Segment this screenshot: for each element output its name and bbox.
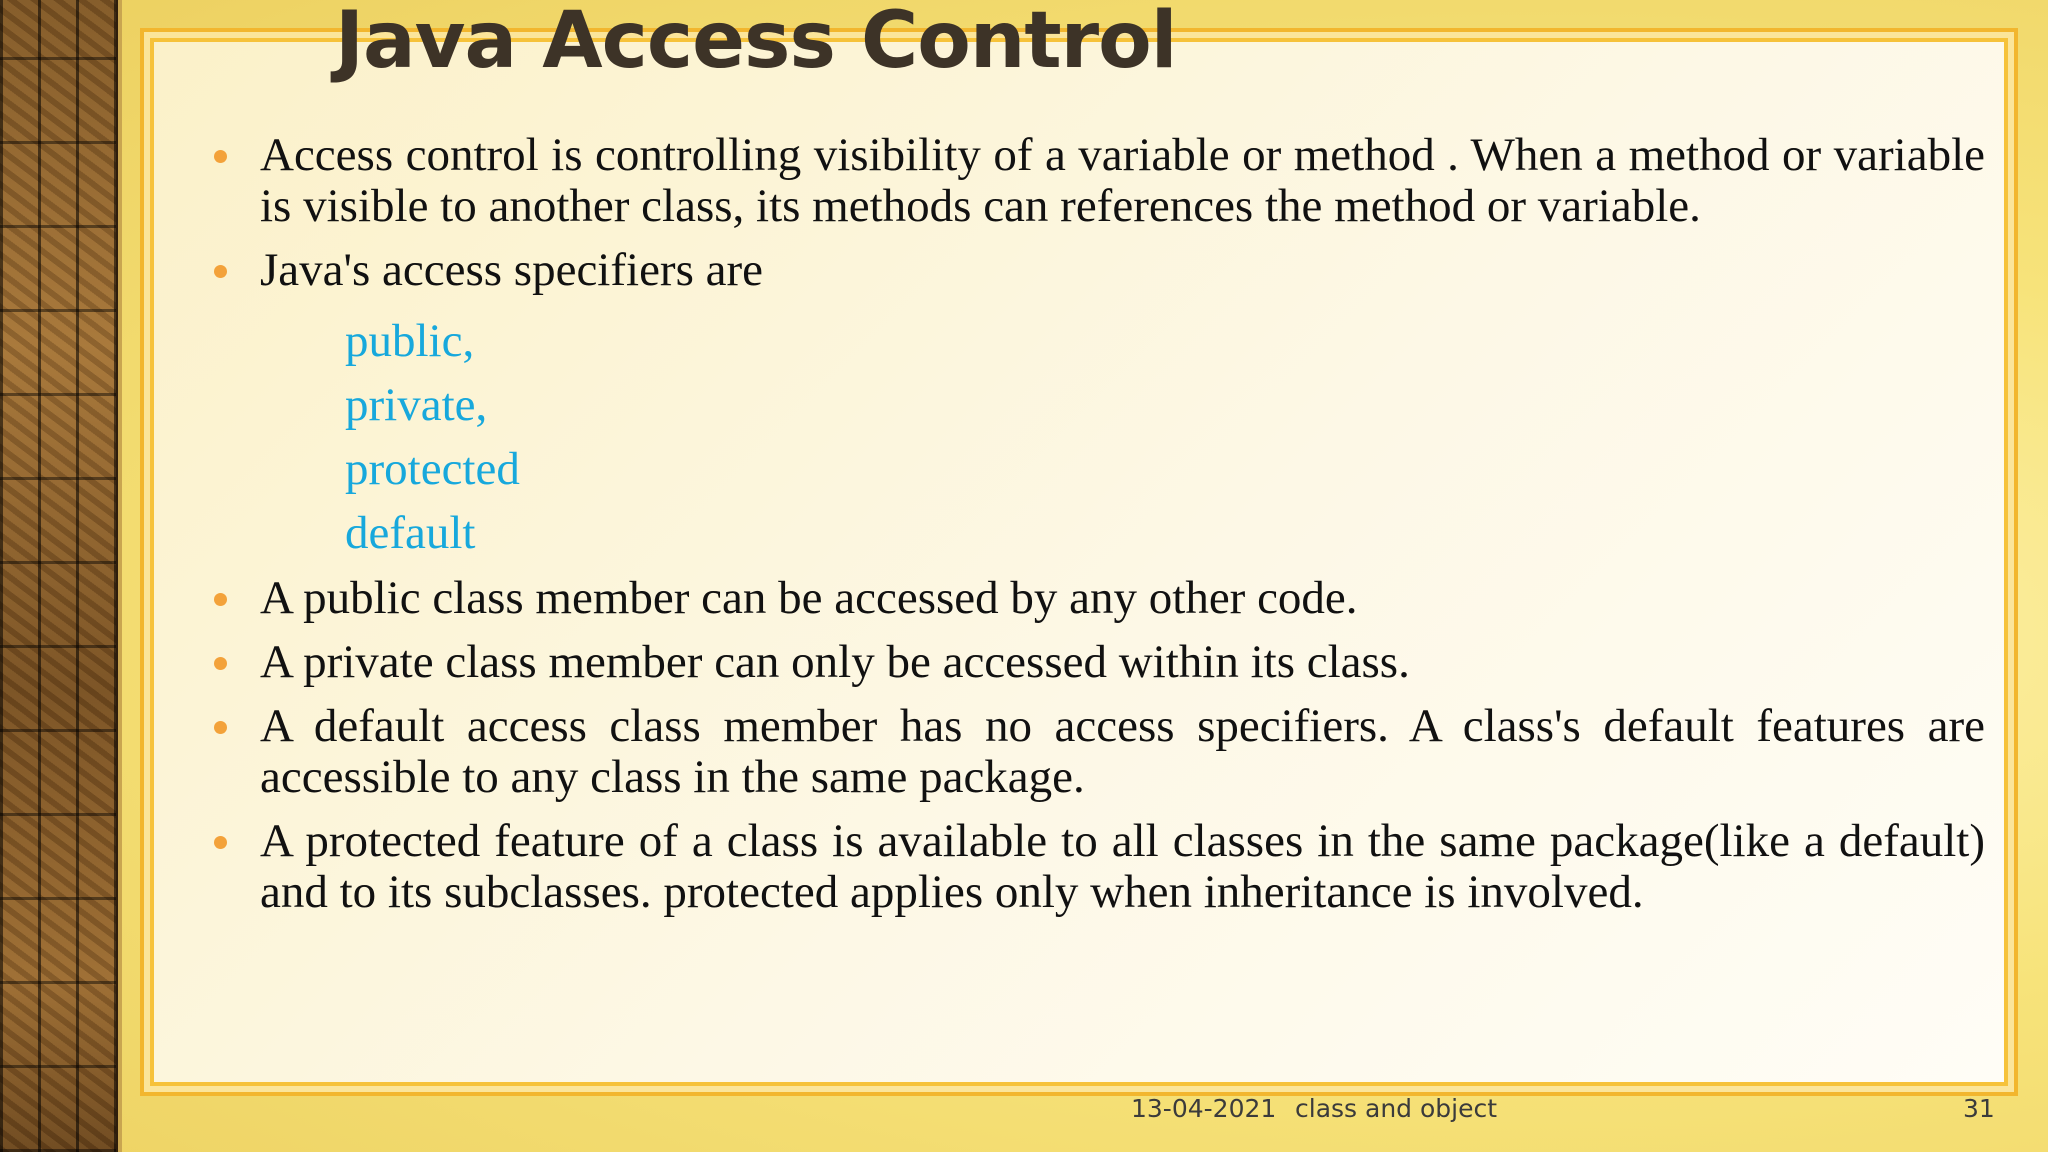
bullet-item [212, 701, 1985, 803]
slide-title: Java Access Control [335, 0, 1177, 86]
footer-topic: class and object [1295, 1094, 1498, 1123]
specifier-default: default [345, 507, 476, 559]
bullet-text: A private class member can only be accessed within its class. [260, 636, 1410, 688]
bullet-item [212, 573, 1985, 624]
specifier-protected: protected [345, 443, 520, 495]
bullet-item [212, 637, 1985, 688]
footer-date: 13-04-2021 [1131, 1094, 1277, 1123]
bullet-text: Java's access specifiers are [260, 244, 764, 296]
bullet-dot-icon [214, 593, 227, 606]
bullet-dot-icon [214, 265, 227, 278]
bullet-dot-icon [214, 657, 227, 670]
bullet-dot-icon [214, 721, 227, 734]
specifier-private: private, [345, 379, 488, 431]
specifier-public: public, [345, 315, 475, 367]
decorative-side-strip [0, 0, 120, 1152]
bullet-item [212, 130, 1985, 232]
bullet-text: A public class member can be accessed by any other code. [260, 572, 1358, 624]
slide-number: 31 [1963, 1094, 1995, 1123]
bullet-dot-icon [214, 836, 227, 849]
access-specifier-list [345, 309, 1985, 565]
slide-body [212, 130, 1985, 931]
bullet-text: A protected feature of a class is available to all classes in the same package(like a default) and to its subclasses. protected applies only when inheritance is involved. [260, 815, 1985, 918]
bullet-item [212, 245, 1985, 296]
bullet-dot-icon [214, 150, 227, 163]
bullet-text: Access control is controlling visibility of a variable or method . When a method or variable is visible to another class, its methods can references the method or variable. [260, 129, 1985, 232]
bullet-item [212, 816, 1985, 918]
bullet-text: A default access class member has no access specifiers. A class's default features are accessible to any class in the same package. [260, 700, 1985, 803]
